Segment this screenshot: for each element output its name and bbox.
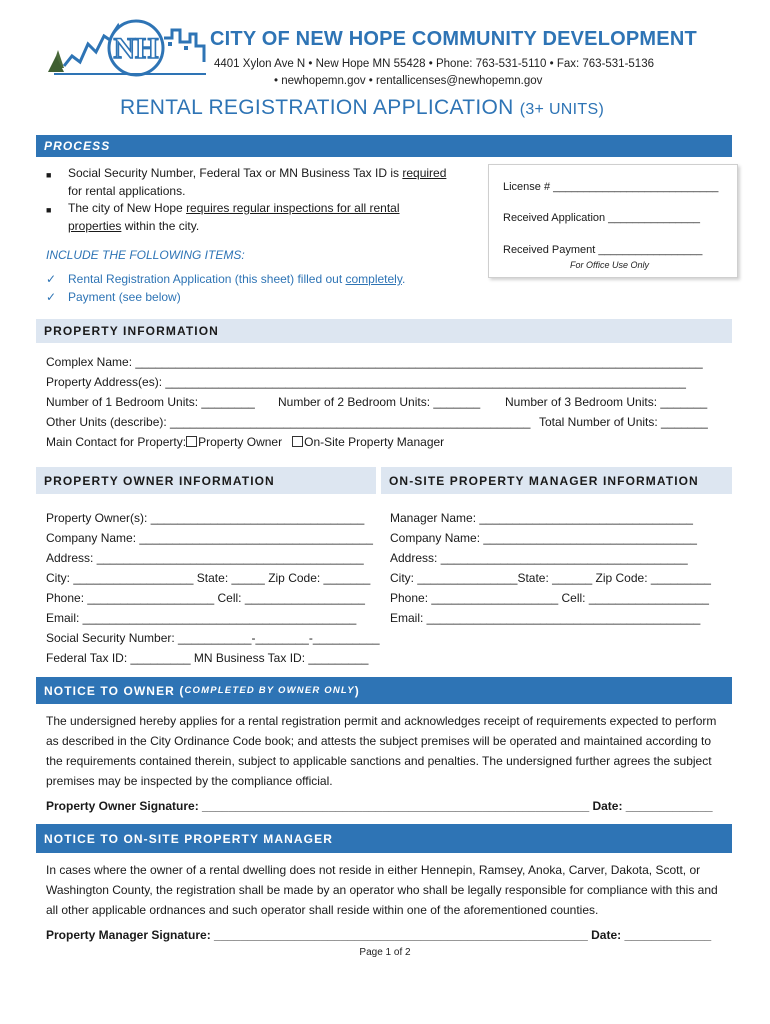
list-item [46,200,466,235]
manager-email-field[interactable]: Email: _________________________________________ [390,611,701,625]
license-number-field[interactable]: License # ___________________________ [503,181,719,193]
owner-phone-cell-field[interactable]: Phone: ___________________ Cell: __________________ [46,591,365,605]
process-bullet-list [46,165,466,235]
owner-tax-id-field[interactable]: Federal Tax ID: _________ MN Business Tax ID: _________ [46,651,369,665]
bullet-text: Social Security Number, Federal Tax or MN Business Tax ID is [68,166,403,180]
checkmark-icon: ✓ [46,272,57,286]
bullet-emphasis: properties [68,218,122,233]
organization-title: CITY OF NEW HOPE COMMUNITY DEVELOPMENT [210,28,697,50]
include-check-list [46,270,466,306]
owner-address-field[interactable]: Address: ________________________________________ [46,551,364,565]
property-address-field[interactable]: Property Address(es): ______________________________________________________________________________ [46,375,686,389]
two-bedroom-units-field[interactable]: Number of 2 Bedroom Units: _______ [278,395,481,409]
manager-signature-field[interactable]: Property Manager Signature: ________________________________________________________ Date: _____________ [46,928,712,942]
notice-owner-text: The undersigned hereby applies for a rental registration permit and acknowledges receipt of requirements expected to perform as described in the City Ordinance Code book; and attests the subject premises will be operated and maintained according to the requirements contained therein, subject to applicable sanctions and penalties. The undersigned further agrees the subject premises may be inspected by the compliance official. [46,714,717,788]
list-item [46,165,466,200]
list-item [46,288,466,306]
checkbox-icon[interactable] [186,436,197,447]
main-contact-manager-option: On-Site Property Manager [304,435,445,449]
square-bullet-icon: ■ [46,205,52,215]
owner-signature-field[interactable]: Property Owner Signature: __________________________________________________________ Date: _____________ [46,799,713,813]
document-title-main: RENTAL REGISTRATION APPLICATION [120,96,514,119]
bullet-text: The city of New Hope [68,201,187,215]
main-contact-row [46,435,444,449]
notice-manager-text: In cases where the owner of a rental dwelling does not reside in either Hennepin, Ramsey, Anoka, Carver, Dakota, Scott, or Washington County, the registration shall be made by an operator who shall be legally responsible for compliance with this and all other applicable ordnances and such operator shall reside within one of the aforementioned counties. [46,863,718,917]
owner-city-state-zip-field[interactable]: City: __________________ State: _____ Zip Code: _______ [46,571,371,585]
process-heading: PROCESS [36,135,732,157]
manager-city-state-zip-field[interactable]: City: _______________State: ______ Zip Code: _________ [390,571,711,585]
square-bullet-icon: ■ [46,170,52,180]
document-title [120,96,604,120]
checkmark-icon: ✓ [46,290,57,304]
bullet-text: for rental applications. [68,183,186,198]
three-bedroom-units-field[interactable]: Number of 3 Bedroom Units: _______ [505,395,708,409]
document-title-sub: (3+ UNITS) [519,101,605,118]
received-payment-field[interactable]: Received Payment _________________ [503,244,703,256]
owner-name-field[interactable]: Property Owner(s): ________________________________ [46,511,365,525]
check-emphasis: completely [345,272,402,286]
owner-company-field[interactable]: Company Name: ___________________________________ [46,531,373,545]
include-items-label: INCLUDE THE FOLLOWING ITEMS: [46,248,245,262]
city-logo-icon [44,16,212,78]
total-units-field[interactable]: Total Number of Units: _______ [539,415,708,429]
page-number: Page 1 of 2 [359,947,411,958]
bullet-text: within the city. [121,218,200,233]
owner-info-heading: PROPERTY OWNER INFORMATION [36,467,376,494]
list-item [46,270,466,288]
property-info-heading: PROPERTY INFORMATION [36,319,732,343]
manager-name-field[interactable]: Manager Name: ________________________________ [390,511,693,525]
office-use-box [488,164,738,278]
owner-email-field[interactable]: Email: _________________________________________ [46,611,357,625]
bullet-emphasis: required [402,166,447,180]
check-text: Payment (see below) [68,290,181,304]
check-text: Rental Registration Application (this sheet) filled out [68,272,346,286]
organization-address: 4401 Xylon Ave N • New Hope MN 55428 • Phone: 763-531-5110 • Fax: 763-531-5136 [214,58,654,70]
manager-company-field[interactable]: Company Name: ________________________________ [390,531,697,545]
checkbox-icon[interactable] [292,436,303,447]
notice-owner-heading-main: NOTICE TO OWNER ( [44,683,185,698]
organization-web: • newhopemn.gov • rentallicenses@newhopemn.gov [274,75,543,87]
manager-info-heading: ON-SITE PROPERTY MANAGER INFORMATION [381,467,732,494]
one-bedroom-units-field[interactable]: Number of 1 Bedroom Units: ________ [46,395,255,409]
complex-name-field[interactable]: Complex Name: _____________________________________________________________________________________ [46,355,703,369]
main-contact-owner-option: Property Owner [198,435,283,449]
notice-manager-heading: NOTICE TO ON-SITE PROPERTY MANAGER [36,824,732,853]
main-contact-label: Main Contact for Property: [46,435,187,449]
owner-ssn-field[interactable]: Social Security Number: ___________-________-__________ [46,631,380,645]
manager-address-field[interactable]: Address: _____________________________________ [390,551,688,565]
bullet-emphasis: requires regular inspections for all rental [186,201,400,215]
notice-owner-heading-note: COMPLETED BY OWNER ONLY [184,685,355,696]
other-units-field[interactable]: Other Units (describe): ______________________________________________________ [46,415,531,429]
check-text: . [401,272,406,286]
received-application-field[interactable]: Received Application _______________ [503,212,700,224]
notice-owner-heading [36,677,732,704]
office-use-note: For Office Use Only [569,260,649,270]
notice-owner-heading-close: ) [354,683,360,698]
svg-text:NH: NH [113,32,159,65]
manager-phone-cell-field[interactable]: Phone: ___________________ Cell: __________________ [390,591,709,605]
